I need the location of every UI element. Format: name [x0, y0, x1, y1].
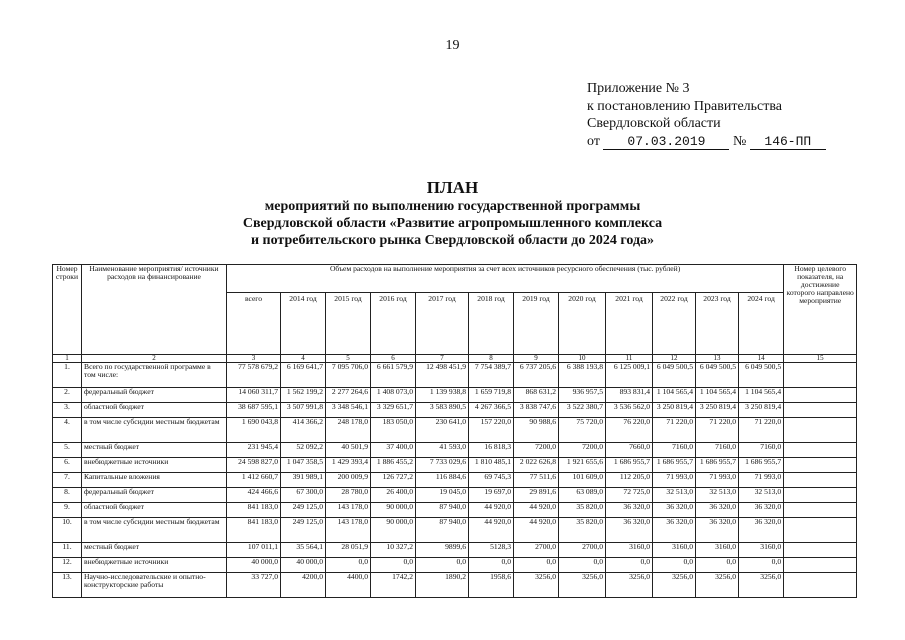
row-target	[784, 558, 857, 573]
row-number: 12.	[53, 558, 82, 573]
row-year-value: 6 388 193,8	[559, 363, 606, 388]
row-total-value: 424 466,6	[227, 488, 281, 503]
row-year-value: 6 661 579,9	[371, 363, 416, 388]
table-row	[53, 488, 857, 503]
row-year-value: 3256,0	[653, 573, 696, 598]
row-year-value: 0,0	[559, 558, 606, 573]
row-target	[784, 418, 857, 443]
row-total-value: 33 727,0	[227, 573, 281, 598]
row-year-value: 71 220,0	[739, 418, 784, 443]
row-year-value: 414 366,2	[281, 418, 326, 443]
row-year-value: 3 348 546,1	[326, 403, 371, 418]
row-year-value: 75 720,0	[559, 418, 606, 443]
row-year-value: 249 125,0	[281, 518, 326, 543]
row-year-value: 44 920,0	[469, 503, 514, 518]
row-year-value: 248 178,0	[326, 418, 371, 443]
row-year-value: 868 631,2	[514, 388, 559, 403]
row-year-value: 32 513,0	[653, 488, 696, 503]
row-year-value: 3256,0	[739, 573, 784, 598]
row-name: местный бюджет	[82, 443, 227, 458]
row-year-value: 1 139 938,8	[416, 388, 469, 403]
row-year-value: 1 686 955,7	[696, 458, 739, 473]
row-year-value: 36 320,0	[696, 518, 739, 543]
column-index: 1	[53, 355, 82, 363]
column-index: 13	[696, 355, 739, 363]
row-year-value: 36 320,0	[739, 518, 784, 543]
row-year-value: 9899,6	[416, 543, 469, 558]
row-year-value: 0,0	[326, 558, 371, 573]
row-total-value: 107 011,1	[227, 543, 281, 558]
row-number: 3.	[53, 403, 82, 418]
row-number: 8.	[53, 488, 82, 503]
row-year-value: 3 250 819,4	[696, 403, 739, 418]
table-index-row	[53, 355, 857, 363]
header-year: 2021 год	[606, 293, 653, 355]
row-year-value: 200 009,9	[326, 473, 371, 488]
appendix-resolution: к постановлению Правительства	[587, 98, 783, 114]
column-index: 7	[416, 355, 469, 363]
row-year-value: 72 725,0	[606, 488, 653, 503]
row-year-value: 6 049 500,5	[739, 363, 784, 388]
row-year-value: 3256,0	[559, 573, 606, 598]
row-year-value: 143 178,0	[326, 518, 371, 543]
row-year-value: 71 993,0	[696, 473, 739, 488]
row-year-value: 0,0	[371, 558, 416, 573]
row-year-value: 183 050,0	[371, 418, 416, 443]
row-year-value: 71 993,0	[739, 473, 784, 488]
row-year-value: 0,0	[653, 558, 696, 573]
row-year-value: 44 920,0	[514, 518, 559, 543]
row-year-value: 1 686 955,7	[606, 458, 653, 473]
row-year-value: 7 733 029,6	[416, 458, 469, 473]
row-year-value: 3160,0	[696, 543, 739, 558]
row-year-value: 1 562 199,2	[281, 388, 326, 403]
row-year-value: 6 169 641,7	[281, 363, 326, 388]
row-year-value: 6 049 500,5	[696, 363, 739, 388]
header-row-number: Номер строки	[53, 265, 82, 355]
table-row	[53, 403, 857, 418]
row-year-value: 3 583 890,5	[416, 403, 469, 418]
column-index: 14	[739, 355, 784, 363]
row-year-value: 249 125,0	[281, 503, 326, 518]
row-total-value: 24 598 827,0	[227, 458, 281, 473]
row-name: Научно-исследовательские и опытно-конструкторские работы	[82, 573, 227, 598]
row-year-value: 7 754 389,7	[469, 363, 514, 388]
row-total-value: 38 687 595,1	[227, 403, 281, 418]
row-total-value: 841 183,0	[227, 518, 281, 543]
row-year-value: 6 049 500,5	[653, 363, 696, 388]
row-year-value: 6 125 009,1	[606, 363, 653, 388]
row-year-value: 101 609,0	[559, 473, 606, 488]
header-year: 2024 год	[739, 293, 784, 355]
row-year-value: 1 104 565,4	[653, 388, 696, 403]
row-year-value: 3 507 991,8	[281, 403, 326, 418]
row-year-value: 71 220,0	[696, 418, 739, 443]
header-total: всего	[227, 293, 281, 355]
row-year-value: 90 000,0	[371, 503, 416, 518]
row-year-value: 7160,0	[739, 443, 784, 458]
row-year-value: 3 838 747,6	[514, 403, 559, 418]
row-year-value: 2700,0	[559, 543, 606, 558]
row-year-value: 12 498 451,9	[416, 363, 469, 388]
row-year-value: 7160,0	[696, 443, 739, 458]
header-year: 2020 год	[559, 293, 606, 355]
table-row	[53, 418, 857, 443]
row-name: федеральный бюджет	[82, 388, 227, 403]
row-year-value: 63 089,0	[559, 488, 606, 503]
row-number: 6.	[53, 458, 82, 473]
row-year-value: 40 000,0	[281, 558, 326, 573]
column-index: 10	[559, 355, 606, 363]
row-year-value: 71 220,0	[653, 418, 696, 443]
row-year-value: 1958,6	[469, 573, 514, 598]
row-year-value: 19 045,0	[416, 488, 469, 503]
page-number: 19	[445, 38, 460, 53]
row-year-value: 4 267 366,5	[469, 403, 514, 418]
row-year-value: 6 737 205,6	[514, 363, 559, 388]
row-year-value: 1 686 955,7	[739, 458, 784, 473]
row-number: 11.	[53, 543, 82, 558]
title-line-1: мероприятий по выполнению государственной программы	[264, 199, 641, 214]
row-year-value: 1 408 073,0	[371, 388, 416, 403]
appendix-block	[587, 80, 826, 150]
row-number: 2.	[53, 388, 82, 403]
row-number: 7.	[53, 473, 82, 488]
row-year-value: 3256,0	[606, 573, 653, 598]
row-year-value: 3 536 562,0	[606, 403, 653, 418]
header-name: Наименование мероприятия/ источники расходов на финансирование	[82, 265, 227, 355]
row-total-value: 40 000,0	[227, 558, 281, 573]
row-year-value: 112 205,0	[606, 473, 653, 488]
plan-table	[52, 264, 857, 598]
row-year-value: 41 593,0	[416, 443, 469, 458]
row-year-value: 1 104 565,4	[696, 388, 739, 403]
row-year-value: 16 818,3	[469, 443, 514, 458]
appendix-date-line	[587, 133, 826, 151]
table-row	[53, 558, 857, 573]
table-row	[53, 388, 857, 403]
header-year: 2017 год	[416, 293, 469, 355]
header-year: 2015 год	[326, 293, 371, 355]
row-number: 5.	[53, 443, 82, 458]
header-volume: Объем расходов на выполнение мероприятия за счет всех источников ресурсного обеспечения (тыс. рублей)	[227, 265, 784, 293]
row-name: в том числе субсидии местным бюджетам	[82, 418, 227, 443]
row-year-value: 35 820,0	[559, 503, 606, 518]
row-target	[784, 443, 857, 458]
row-total-value: 231 945,4	[227, 443, 281, 458]
row-year-value: 1 810 485,1	[469, 458, 514, 473]
row-number: 4.	[53, 418, 82, 443]
header-year: 2018 год	[469, 293, 514, 355]
column-index: 3	[227, 355, 281, 363]
row-year-value: 7200,0	[514, 443, 559, 458]
row-year-value: 3160,0	[739, 543, 784, 558]
resolution-number: 146-ПП	[750, 135, 826, 150]
row-year-value: 28 780,0	[326, 488, 371, 503]
column-index: 5	[326, 355, 371, 363]
row-year-value: 29 891,6	[514, 488, 559, 503]
row-year-value: 7 095 706,0	[326, 363, 371, 388]
row-year-value: 44 920,0	[469, 518, 514, 543]
resolution-date: 07.03.2019	[603, 135, 729, 150]
row-year-value: 0,0	[606, 558, 653, 573]
column-index: 9	[514, 355, 559, 363]
row-year-value: 52 092,2	[281, 443, 326, 458]
row-number: 9.	[53, 503, 82, 518]
table-row	[53, 363, 857, 388]
row-year-value: 1 429 393,4	[326, 458, 371, 473]
row-year-value: 2 277 264,6	[326, 388, 371, 403]
row-year-value: 126 727,2	[371, 473, 416, 488]
row-number: 10.	[53, 518, 82, 543]
row-target	[784, 573, 857, 598]
column-index: 6	[371, 355, 416, 363]
row-target	[784, 488, 857, 503]
row-year-value: 0,0	[416, 558, 469, 573]
row-year-value: 1 686 955,7	[653, 458, 696, 473]
row-target	[784, 473, 857, 488]
row-year-value: 36 320,0	[653, 518, 696, 543]
row-year-value: 77 511,6	[514, 473, 559, 488]
appendix-region: Свердловской области	[587, 116, 721, 131]
table-row	[53, 443, 857, 458]
row-total-value: 77 578 679,2	[227, 363, 281, 388]
table-row	[53, 458, 857, 473]
row-target	[784, 503, 857, 518]
row-year-value: 36 320,0	[653, 503, 696, 518]
row-year-value: 36 320,0	[739, 503, 784, 518]
row-name: в том числе субсидии местным бюджетам	[82, 518, 227, 543]
row-year-value: 10 327,2	[371, 543, 416, 558]
row-year-value: 76 220,0	[606, 418, 653, 443]
header-year: 2023 год	[696, 293, 739, 355]
row-year-value: 0,0	[514, 558, 559, 573]
row-year-value: 87 940,0	[416, 518, 469, 543]
row-year-value: 19 697,0	[469, 488, 514, 503]
row-year-value: 36 320,0	[696, 503, 739, 518]
title-line-2: Свердловской области «Развитие агропромышленного комплекса	[242, 216, 663, 231]
row-year-value: 5128,3	[469, 543, 514, 558]
row-year-value: 44 920,0	[514, 503, 559, 518]
row-name: Всего по государственной программе в том числе:	[82, 363, 227, 388]
row-year-value: 4200,0	[281, 573, 326, 598]
row-target	[784, 403, 857, 418]
header-year: 2016 год	[371, 293, 416, 355]
row-number: 1.	[53, 363, 82, 388]
row-year-value: 36 320,0	[606, 518, 653, 543]
row-year-value: 71 993,0	[653, 473, 696, 488]
row-year-value: 1 047 358,5	[281, 458, 326, 473]
row-year-value: 1890,2	[416, 573, 469, 598]
header-target: Номер целевого показателя, на достижение которого направлено мероприятие	[784, 265, 857, 355]
header-year: 2019 год	[514, 293, 559, 355]
row-year-value: 1 104 565,4	[739, 388, 784, 403]
row-year-value: 3256,0	[514, 573, 559, 598]
row-year-value: 143 178,0	[326, 503, 371, 518]
row-year-value: 67 300,0	[281, 488, 326, 503]
number-label: №	[732, 133, 747, 149]
row-year-value: 3 329 651,7	[371, 403, 416, 418]
row-target	[784, 543, 857, 558]
row-year-value: 28 051,9	[326, 543, 371, 558]
row-year-value: 3160,0	[653, 543, 696, 558]
row-year-value: 26 400,0	[371, 488, 416, 503]
column-index: 12	[653, 355, 696, 363]
table-header-row	[53, 265, 857, 293]
row-year-value: 90 988,6	[514, 418, 559, 443]
row-year-value: 36 320,0	[606, 503, 653, 518]
row-year-value: 3 522 380,7	[559, 403, 606, 418]
document-title	[0, 178, 905, 249]
row-year-value: 4400,0	[326, 573, 371, 598]
row-total-value: 1 412 660,7	[227, 473, 281, 488]
column-index: 2	[82, 355, 227, 363]
row-year-value: 7200,0	[559, 443, 606, 458]
row-year-value: 35 820,0	[559, 518, 606, 543]
row-year-value: 391 989,1	[281, 473, 326, 488]
row-name: внебюджетные источники	[82, 558, 227, 573]
row-year-value: 893 831,4	[606, 388, 653, 403]
row-total-value: 1 690 043,8	[227, 418, 281, 443]
row-year-value: 0,0	[696, 558, 739, 573]
row-number: 13.	[53, 573, 82, 598]
row-year-value: 37 400,0	[371, 443, 416, 458]
row-target	[784, 388, 857, 403]
row-total-value: 841 183,0	[227, 503, 281, 518]
row-year-value: 1 921 655,6	[559, 458, 606, 473]
table-row	[53, 473, 857, 488]
row-year-value: 40 501,9	[326, 443, 371, 458]
header-year: 2022 год	[653, 293, 696, 355]
row-year-value: 3160,0	[606, 543, 653, 558]
column-index: 11	[606, 355, 653, 363]
row-year-value: 1742,2	[371, 573, 416, 598]
row-name: внебюджетные источники	[82, 458, 227, 473]
appendix-title: Приложение № 3	[587, 81, 690, 96]
column-index: 4	[281, 355, 326, 363]
header-year: 2014 год	[281, 293, 326, 355]
row-year-value: 230 641,0	[416, 418, 469, 443]
table-row	[53, 503, 857, 518]
row-name: федеральный бюджет	[82, 488, 227, 503]
row-total-value: 14 060 311,7	[227, 388, 281, 403]
row-year-value: 2700,0	[514, 543, 559, 558]
row-name: областной бюджет	[82, 503, 227, 518]
row-year-value: 3256,0	[696, 573, 739, 598]
table-row	[53, 518, 857, 543]
row-name: местный бюджет	[82, 543, 227, 558]
row-name: областной бюджет	[82, 403, 227, 418]
row-name: Капитальные вложения	[82, 473, 227, 488]
row-year-value: 0,0	[469, 558, 514, 573]
plan-heading: ПЛАН	[426, 178, 479, 197]
row-year-value: 3 250 819,4	[739, 403, 784, 418]
row-year-value: 157 220,0	[469, 418, 514, 443]
row-year-value: 1 886 455,2	[371, 458, 416, 473]
column-index: 15	[784, 355, 857, 363]
row-year-value: 32 513,0	[739, 488, 784, 503]
table-row	[53, 543, 857, 558]
row-target	[784, 363, 857, 388]
title-line-3: и потребительского рынка Свердловской области до 2024 года»	[250, 233, 655, 248]
row-year-value: 936 957,5	[559, 388, 606, 403]
row-year-value: 3 250 819,4	[653, 403, 696, 418]
table-row	[53, 573, 857, 598]
row-target	[784, 518, 857, 543]
row-target	[784, 458, 857, 473]
row-year-value: 90 000,0	[371, 518, 416, 543]
row-year-value: 7160,0	[653, 443, 696, 458]
row-year-value: 7660,0	[606, 443, 653, 458]
row-year-value: 32 513,0	[696, 488, 739, 503]
row-year-value: 87 940,0	[416, 503, 469, 518]
row-year-value: 0,0	[739, 558, 784, 573]
row-year-value: 116 884,6	[416, 473, 469, 488]
column-index: 8	[469, 355, 514, 363]
row-year-value: 1 659 719,8	[469, 388, 514, 403]
from-label: от	[587, 133, 600, 149]
row-year-value: 2 022 626,8	[514, 458, 559, 473]
row-year-value: 35 564,1	[281, 543, 326, 558]
row-year-value: 69 745,3	[469, 473, 514, 488]
